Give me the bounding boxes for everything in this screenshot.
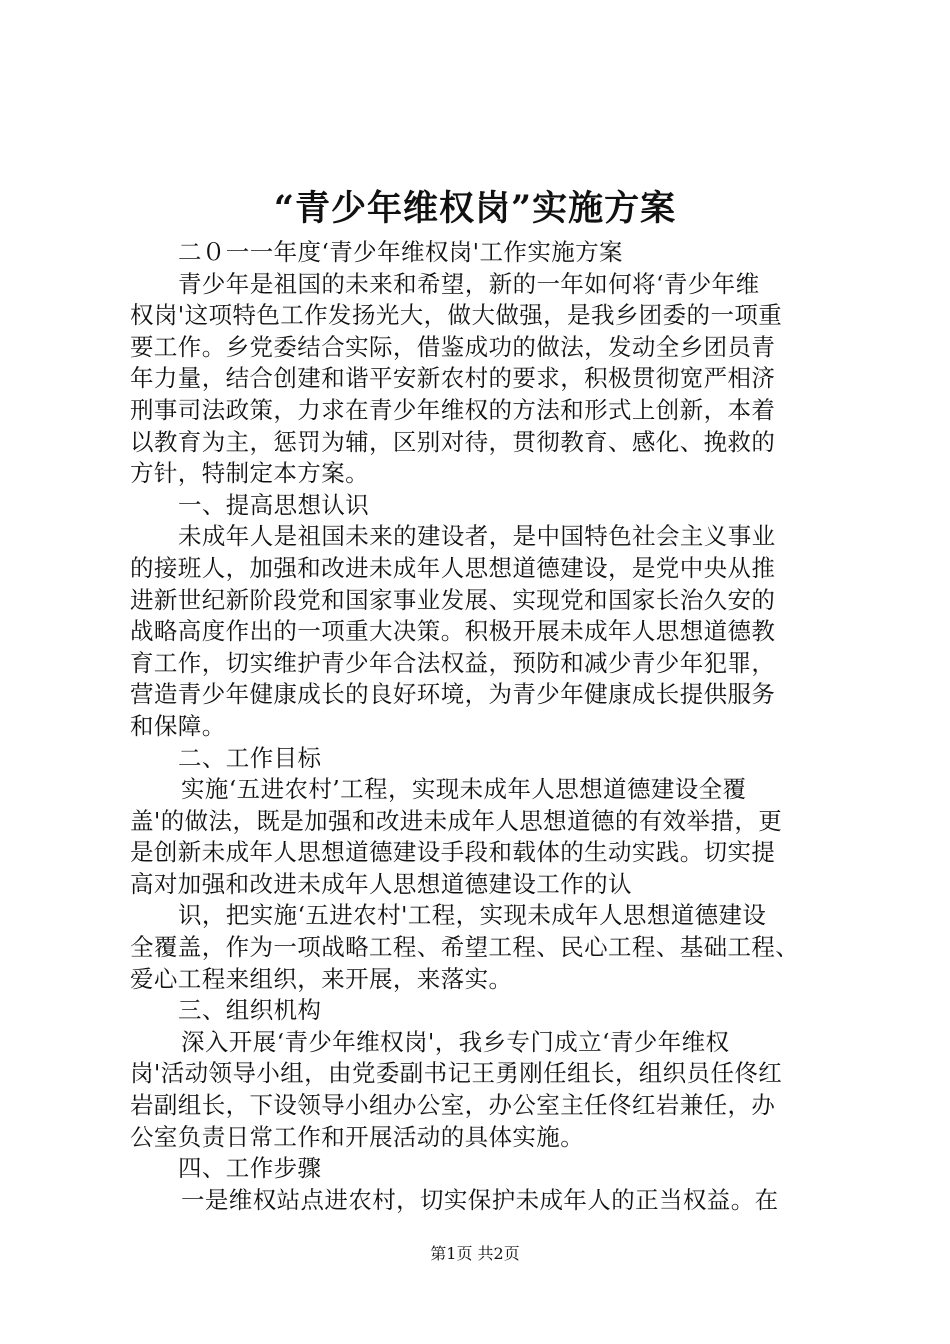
- paragraph-line: 进新世纪新阶段党和国家事业发展、实现党和国家长治久安的: [130, 585, 776, 614]
- paragraph-line: 盖'的做法，既是加强和改进未成年人思想道德的有效举措，更: [130, 806, 783, 835]
- document-body: [130, 237, 850, 1216]
- paragraph-line: 公室负责日常工作和开展活动的具体实施。: [130, 1122, 585, 1151]
- paragraph-line: 以教育为主，惩罚为辅，区别对待，贯彻教育、感化、挽救的: [130, 427, 776, 456]
- document-title: “青少年维权岗”实施方案: [273, 188, 677, 229]
- section-heading: 二、工作目标: [178, 743, 322, 772]
- paragraph-line: 深入开展‘青少年维权岗'，我乡专门成立‘青少年维权: [181, 1027, 730, 1056]
- paragraph-line: 权岗'这项特色工作发扬光大，做大做强，是我乡团委的一项重: [130, 301, 783, 330]
- section-heading: 三、组织机构: [178, 996, 322, 1025]
- paragraph-line: 刑事司法政策，力求在青少年维权的方法和形式上创新，本着: [130, 395, 776, 424]
- paragraph-line: 育工作，切实维护青少年合法权益，预防和减少青少年犯罪，: [130, 648, 776, 677]
- paragraph-line: 爱心工程来组织，来开展，来落实。: [130, 964, 513, 993]
- section-heading: 四、工作步骤: [178, 1154, 322, 1183]
- paragraph-line: 战略高度作出的一项重大决策。积极开展未成年人思想道德教: [130, 617, 776, 646]
- paragraph-line: 方针，特制定本方案。: [130, 459, 369, 488]
- paragraph-line: 全覆盖，作为一项战略工程、希望工程、民心工程、基础工程、: [130, 933, 800, 962]
- paragraph-line: 营造青少年健康成长的良好环境，为青少年健康成长提供服务: [130, 680, 776, 709]
- paragraph-line: 岩副组长，下设领导小组办公室，办公室主任佟红岩兼任，办: [130, 1091, 776, 1120]
- paragraph-line: 青少年是祖国的未来和希望，新的一年如何将‘青少年维: [178, 269, 760, 298]
- paragraph-line: 二０一一年度‘青少年维权岗'工作实施方案: [178, 238, 623, 266]
- section-heading: 一、提高思想认识: [178, 490, 370, 519]
- paragraph-line: 实施‘五进农村’工程，实现未成年人思想道德建设全覆: [181, 775, 747, 804]
- paragraph-line: 识，把实施‘五进农村'工程，实现未成年人思想道德建设: [178, 901, 767, 930]
- paragraph-line: 年力量，结合创建和谐平安新农村的要求，积极贯彻宽严相济: [130, 364, 776, 393]
- paragraph-line: 的接班人，加强和改进未成年人思想道德建设，是党中央从推: [130, 553, 776, 582]
- paragraph-line: 高对加强和改进未成年人思想道德建设工作的认: [130, 869, 632, 898]
- page-footer: 第1页 共2页: [430, 1244, 520, 1263]
- paragraph-line: 和保障。: [130, 711, 226, 740]
- paragraph-line: 是创新未成年人思想道德建设手段和载体的生动实践。切实提: [130, 838, 776, 867]
- paragraph-line: 未成年人是祖国未来的建设者，是中国特色社会主义事业: [178, 522, 776, 551]
- paragraph-line: 要工作。乡党委结合实际，借鉴成功的做法，发动全乡团员青: [130, 332, 776, 361]
- paragraph-line: 岗'活动领导小组，由党委副书记王勇刚任组长，组织员任佟红: [130, 1059, 783, 1088]
- paragraph-line: 一是维权站点进农村，切实保护未成年人的正当权益。在: [181, 1185, 779, 1214]
